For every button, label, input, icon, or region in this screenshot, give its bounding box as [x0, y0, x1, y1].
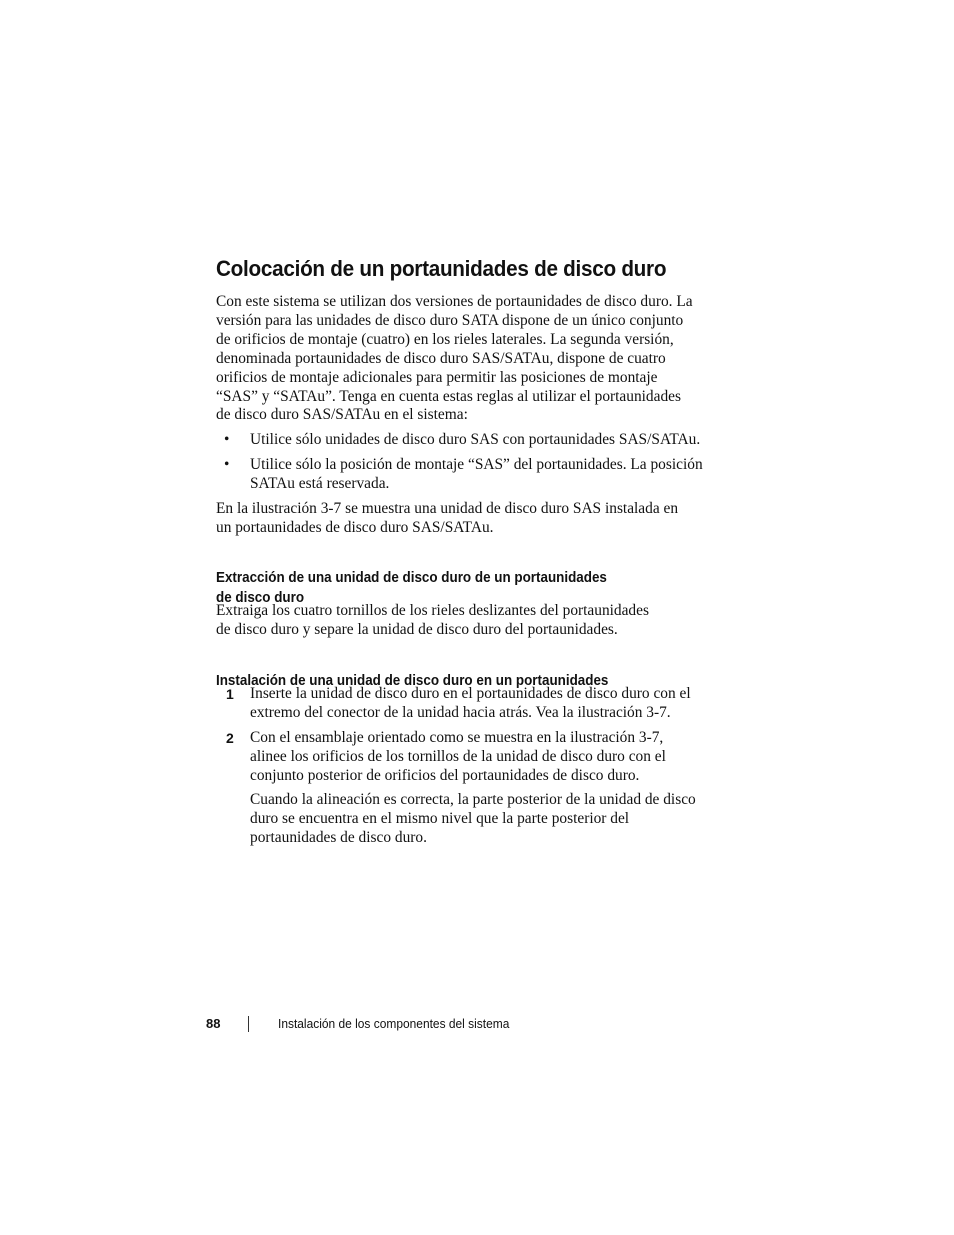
illustration-paragraph — [216, 500, 716, 538]
text-line: Utilice sólo la posición de montaje “SAS” del portaunidades. La posición — [250, 456, 703, 473]
heading-line: de disco duro — [216, 590, 305, 607]
text-line: alinee los orificios de los tornillos de la unidad de disco duro con el — [250, 747, 666, 765]
installation-section-heading: Instalación de una unidad de disco duro en un portaunidades — [216, 673, 609, 690]
bullet-marker: • — [224, 456, 230, 473]
text-line: versión para las unidades de disco duro SATA dispone de un único conjunto — [216, 311, 684, 329]
footer-separator — [248, 1016, 249, 1032]
text-line: Cuando la alineación es correcta, la parte posterior de la unidad de disco — [250, 791, 696, 808]
text-line: Con este sistema se utilizan dos versiones de portaunidades de disco duro. La — [216, 293, 693, 310]
text-line: portaunidades de disco duro. — [250, 828, 427, 846]
step-text — [250, 685, 730, 723]
text-line: Con el ensamblaje orientado como se muestra en la ilustración 3-7, — [250, 729, 664, 746]
text-line: un portaunidades de disco duro SAS/SATAu. — [216, 518, 494, 536]
bullet-text — [250, 431, 730, 450]
step-number: 1 — [226, 686, 234, 702]
heading-line: Extracción de una unidad de disco duro de un portaunidades — [216, 570, 607, 587]
step-text — [250, 729, 730, 786]
page-heading: Colocación de un portaunidades de disco duro — [216, 256, 667, 281]
text-line: denominada portaunidades de disco duro SAS/SATAu, dispone de cuatro — [216, 349, 666, 367]
text-line: de orificios de montaje (cuatro) en los rieles laterales. La segunda versión, — [216, 330, 674, 348]
text-line: de disco duro y separe la unidad de disco duro del portaunidades. — [216, 620, 618, 638]
bullet-marker: • — [224, 431, 230, 448]
text-line: En la ilustración 3-7 se muestra una unidad de disco duro SAS instalada en — [216, 500, 679, 517]
text-line: Inserte la unidad de disco duro en el portaunidades de disco duro con el — [250, 685, 691, 702]
text-line: Utilice sólo unidades de disco duro SAS con portaunidades SAS/SATAu. — [250, 431, 701, 448]
intro-paragraph — [216, 293, 716, 425]
footer-section-title: Instalación de los componentes del sistema — [278, 1016, 510, 1031]
extraction-paragraph — [216, 602, 716, 640]
footer-page-number: 88 — [206, 1016, 221, 1031]
step-number: 2 — [226, 730, 234, 746]
step-note-paragraph — [250, 791, 730, 848]
text-line: Extraiga los cuatro tornillos de los rieles deslizantes del portaunidades — [216, 602, 649, 619]
bullet-text — [250, 456, 730, 494]
text-line: conjunto posterior de orificios del portaunidades de disco duro. — [250, 766, 640, 784]
text-line: de disco duro SAS/SATAu en el sistema: — [216, 406, 468, 424]
text-line: “SAS” y “SATAu”. Tenga en cuenta estas reglas al utilizar el portaunidades — [216, 387, 681, 405]
text-line: duro se encuentra en el mismo nivel que la parte posterior del — [250, 809, 630, 827]
text-line: orificios de montaje adicionales para permitir las posiciones de montaje — [216, 368, 658, 386]
text-line: SATAu está reservada. — [250, 474, 390, 492]
text-line: extremo del conector de la unidad hacia atrás. Vea la ilustración 3-7. — [250, 703, 671, 721]
